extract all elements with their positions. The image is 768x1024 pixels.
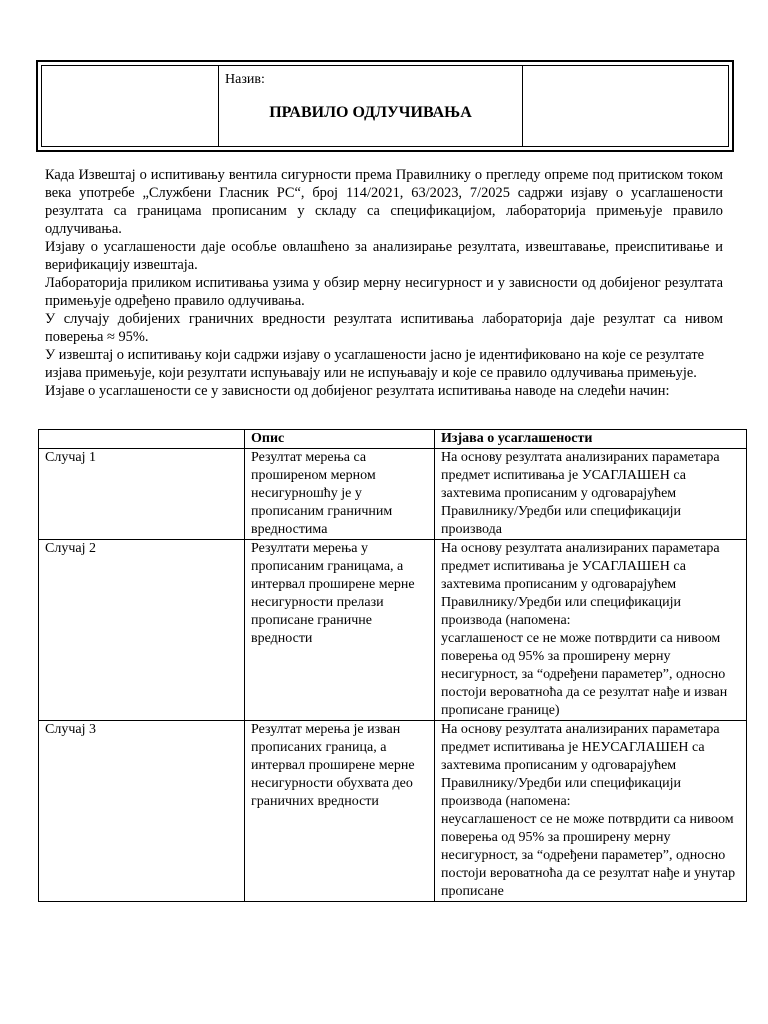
description-cell: Резултат мерења са проширеном мерном несигурношћу је у прописаним граничним вредностима: [245, 449, 435, 540]
case-cell: Случај 3: [39, 721, 245, 902]
statement-cell: На основу резултата анализираних параметара предмет испитивања је НЕУСАГЛАШЕН са захтевима прописаним у одговарајућем Правилнику/Уредби или спецификацији производа (напомена: неусаглашеност се не може потврдити са нивоом поверења од 95% за проширену мерну несигурност, за “одређени параметер”, односно постоји вероватноћа да се резултат нађе и унутар прописане: [435, 721, 747, 902]
column-header: Изјава о усаглашености: [435, 430, 747, 449]
header-right-cell: [523, 66, 728, 146]
column-header: Опис: [245, 430, 435, 449]
document-title: ПРАВИЛО ОДЛУЧИВАЊА: [269, 104, 472, 121]
header-inner: [41, 65, 729, 147]
statement-cell: На основу резултата анализираних параметара предмет испитивања је УСАГЛАШЕН са захтевима прописаним у одговарајућем Правилнику/Уредби или спецификацији производа (напомена: усаглашеност се не може потврдити са нивоом поверења од 95% за проширену мерну несигурност, за “одређени параметер”, односно постоји вероватноћа да се резултат нађе и изван прописане границе): [435, 540, 747, 721]
conformity-table: [38, 429, 747, 902]
intro-paragraph: Лабораторија приликом испитивања узима у обзир мерну несигурност и у зависности од добијеног резултата примењује одређено правило одлучивања.: [45, 275, 723, 309]
intro-text: [45, 166, 723, 400]
table-row: [39, 721, 747, 902]
header-box: [36, 60, 734, 152]
header-logo-cell: [42, 66, 219, 146]
intro-paragraph: Када Извештај о испитивању вентила сигурности према Правилнику о прегледу опреме под притиском током века употребе „Службени Гласник РС“, број 114/2021, 63/2023, 7/2025 садржи изјаву о усаглашености резултата са границама прописаним у складу са спецификацијом, лабораторија примењује правило одлучивања.: [45, 167, 723, 237]
header-title-cell: [219, 66, 523, 146]
table-row: [39, 540, 747, 721]
case-cell: Случај 2: [39, 540, 245, 721]
intro-paragraph: У извештај о испитивању који садржи изјаву о усаглашености јасно је идентификовано на које се резултате изјава примењује, који резултати испуњавају или не испуњавају и које се правило одлучивања примењује.: [45, 347, 705, 381]
statement-cell: На основу резултата анализираних параметара предмет испитивања је УСАГЛАШЕН са захтевима прописаним у одговарајућем Правилнику/Уредби или спецификацији производа: [435, 449, 747, 540]
intro-paragraph: У случају добијених граничних вредности резултата испитивања лабораторија даје резултат са нивом поверења ≈ 95%.: [45, 311, 723, 345]
intro-paragraph: Изјаву о усаглашености даје особље овлашћено за анализирање резултата, извештавање, преиспитивање и верификацију извештаја.: [45, 239, 723, 273]
column-header: [39, 430, 245, 449]
intro-paragraph: Изјаве о усаглашености се у зависности од добијеног резултата испитивања наводе на следећи начин:: [45, 383, 670, 399]
case-cell: Случај 1: [39, 449, 245, 540]
description-cell: Резултат мерења је изван прописаних граница, а интервал проширене мерне несигурности обухвата део граничних вредности: [245, 721, 435, 902]
header-label: Назив:: [225, 72, 265, 87]
table-header-row: [39, 430, 747, 449]
description-cell: Резултати мерења у прописаним границама, а интервал проширене мерне несигурности прелази прописане граничне вредности: [245, 540, 435, 721]
table-row: [39, 449, 747, 540]
